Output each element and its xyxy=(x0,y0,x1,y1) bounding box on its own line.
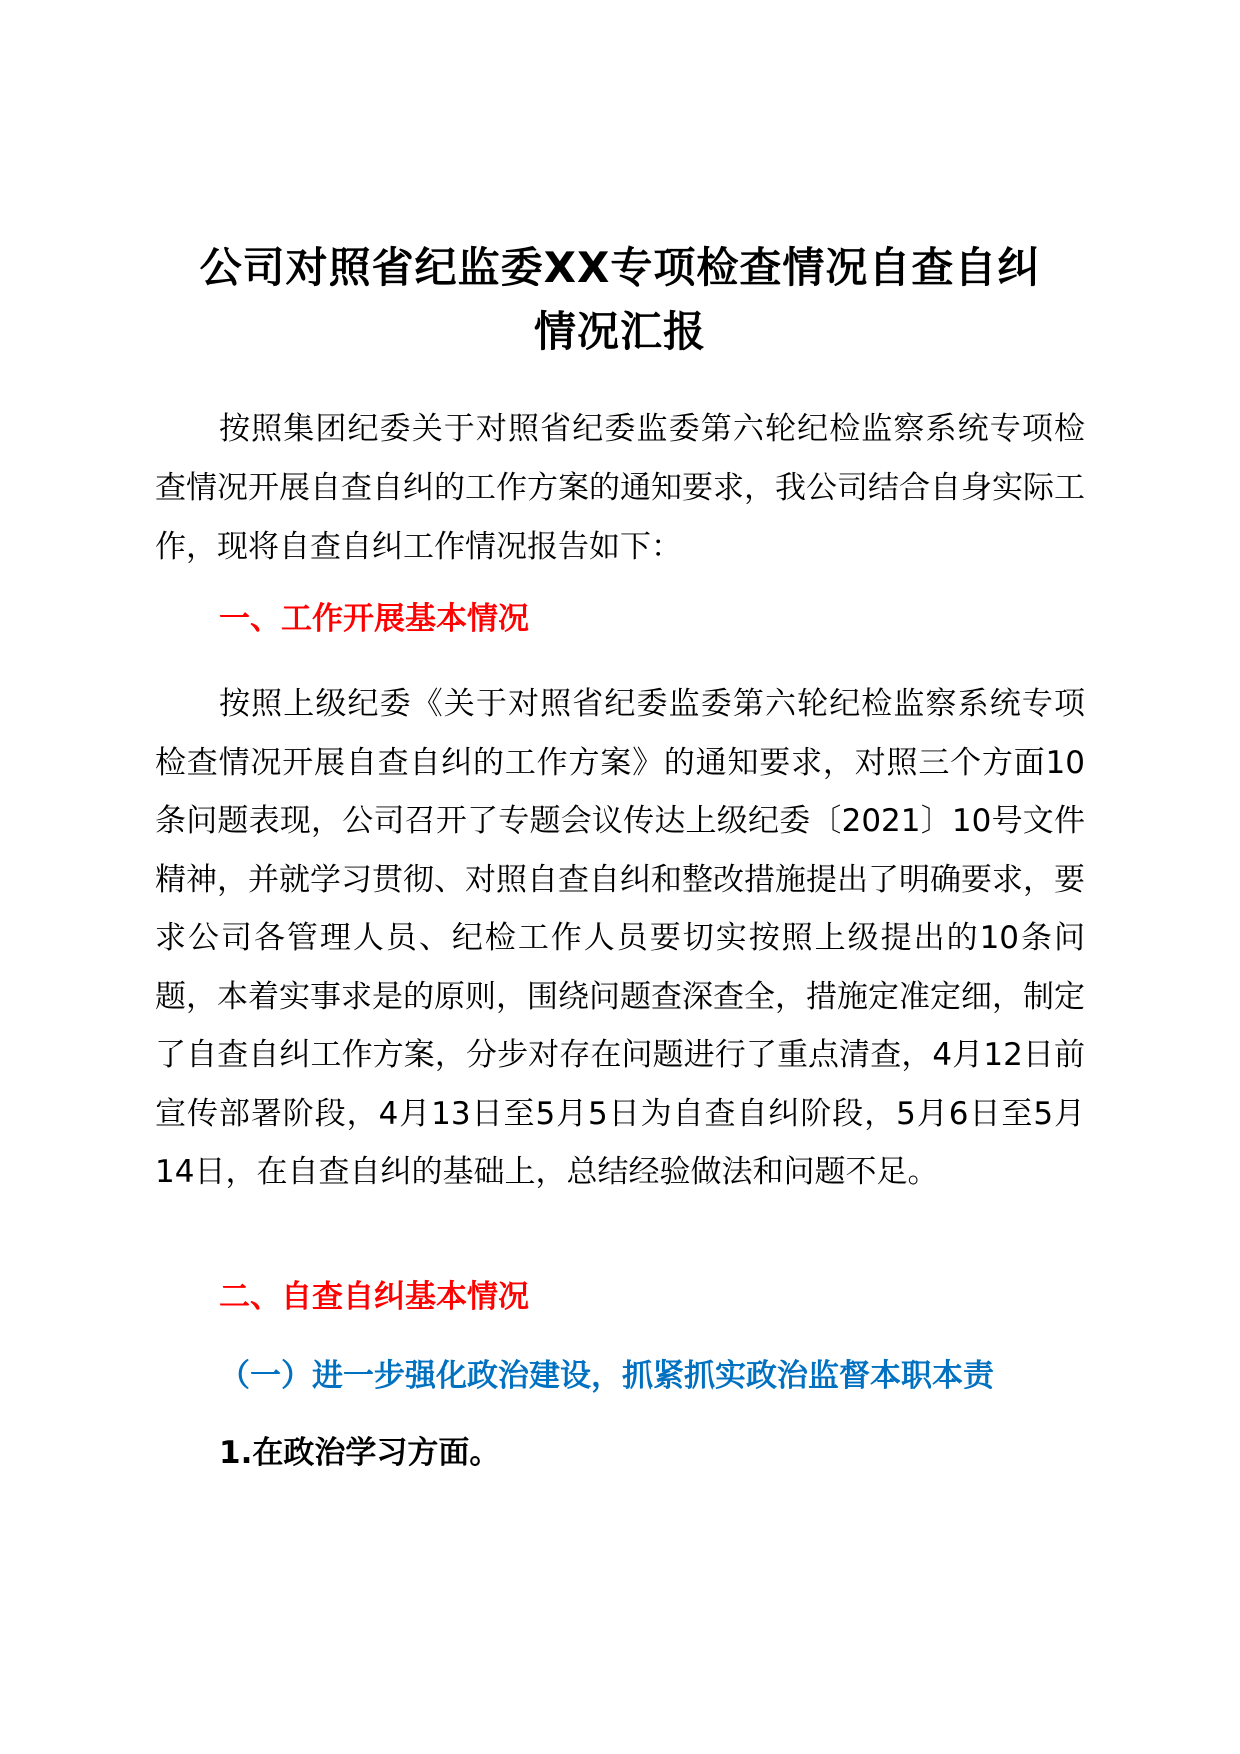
document-title-line-2: 情况汇报 xyxy=(533,307,706,356)
section-1-heading: 一、工作开展基本情况 xyxy=(219,601,529,637)
section-2-heading: 二、自查自纠基本情况 xyxy=(219,1279,529,1315)
intro-paragraph: 按照集团纪委关于对照省纪委监委第六轮纪检监察系统专项检查情况开展自查自纠的工作方案的通知要求，我公司结合自身实际工作，现将自查自纠工作情况报告如下： xyxy=(155,411,1085,565)
subsection-1-heading: （一）进一步强化政治建设，抓紧抓实政治监督本职本责 xyxy=(219,1358,994,1394)
point-1-heading: 1.在政治学习方面。 xyxy=(219,1435,501,1471)
document-title-line-1: 公司对照省纪监委XX专项检查情况自查自纠 xyxy=(199,243,1041,292)
section-1-paragraph: 按照上级纪委《关于对照省纪委监委第六轮纪检监察系统专项检查情况开展自查自纠的工作方案》的通知要求，对照三个方面10条问题表现，公司召开了专题会议传达上级纪委〔2021〕10号文件精神，并就学习贯彻、对照自查自纠和整改措施提出了明确要求，要求公司各管理人员、纪检工作人员要切实按照上级提出的10条问题，本着实事求是的原则，围绕问题查深查全，措施定准定细，制定了自查自纠工作方案，分步对存在问题进行了重点清查，4月12日前宣传部署阶段，4月13日至5月5日为自查自纠阶段，5月6日至5月14日，在自查自纠的基础上，总结经验做法和问题不足。 xyxy=(155,686,1085,1190)
